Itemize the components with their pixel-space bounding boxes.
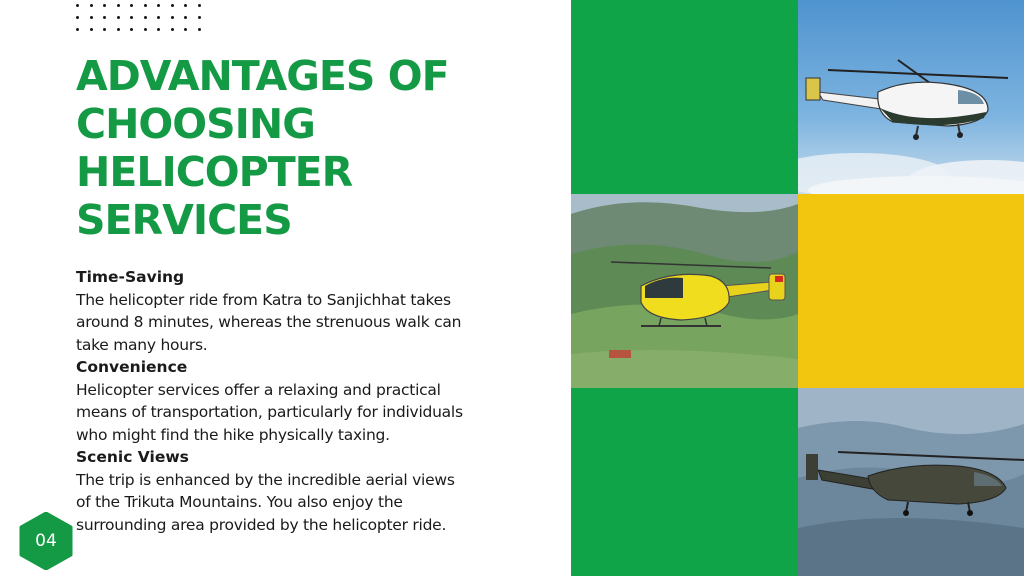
dot: [184, 4, 187, 7]
dot: [117, 16, 120, 19]
dot: [130, 28, 133, 31]
dot: [103, 16, 106, 19]
dot: [103, 28, 106, 31]
slide-title: [76, 52, 546, 244]
dot: [117, 28, 120, 31]
section-line: take many hours.: [76, 335, 208, 354]
dot: [90, 16, 93, 19]
title-line: HELICOPTER: [76, 148, 353, 196]
dot: [117, 4, 120, 7]
green-tile: [571, 388, 798, 576]
dot: [157, 16, 160, 19]
page-number-badge: [17, 512, 75, 570]
title-line: SERVICES: [76, 196, 292, 244]
dot: [130, 4, 133, 7]
dot: [171, 28, 174, 31]
section-heading-scenic-views: Scenic Views: [76, 448, 189, 466]
green-tile: [571, 0, 798, 194]
title-line: ADVANTAGES OF: [76, 52, 449, 100]
helicopter-military-mountains-photo: [798, 388, 1024, 576]
dot: [90, 28, 93, 31]
section-line: The helicopter ride from Katra to Sanjichhat takes: [76, 290, 451, 309]
section-line: means of transportation, particularly for individuals: [76, 403, 463, 421]
dot: [157, 4, 160, 7]
title-line: CHOOSING: [76, 100, 315, 148]
helicopter-yellow-hills-photo: [571, 194, 798, 388]
section-line: around 8 minutes, whereas the strenuous walk can: [76, 313, 462, 331]
dot: [130, 16, 133, 19]
dot: [76, 4, 79, 7]
dot-grid-decoration: [76, 4, 206, 34]
section-line: The trip is enhanced by the incredible aerial views: [76, 470, 455, 489]
page-number: 04: [35, 531, 57, 551]
dot: [144, 4, 147, 7]
dot: [144, 16, 147, 19]
dot: [198, 28, 201, 31]
dot: [157, 28, 160, 31]
dot: [184, 28, 187, 31]
dot: [76, 28, 79, 31]
dot: [144, 28, 147, 31]
section-heading-time-saving: Time-Saving: [76, 268, 185, 286]
section-line: surrounding area provided by the helicopter ride.: [76, 515, 447, 534]
dot: [76, 16, 79, 19]
dot: [103, 4, 106, 7]
dot: [90, 4, 93, 7]
section-line: of the Trikuta Mountains. You also enjoy the: [76, 493, 403, 511]
yellow-tile: [798, 194, 1024, 388]
section-heading-convenience: Convenience: [76, 358, 188, 376]
dot: [171, 16, 174, 19]
section-line: who might find the hike physically taxing.: [76, 425, 390, 444]
dot: [171, 4, 174, 7]
advantages-list: [76, 266, 516, 536]
dot: [198, 16, 201, 19]
helicopter-white-sky-photo: [798, 0, 1024, 194]
dot: [184, 16, 187, 19]
dot: [198, 4, 201, 7]
image-grid: [571, 0, 1024, 576]
section-line: Helicopter services offer a relaxing and practical: [76, 380, 441, 399]
